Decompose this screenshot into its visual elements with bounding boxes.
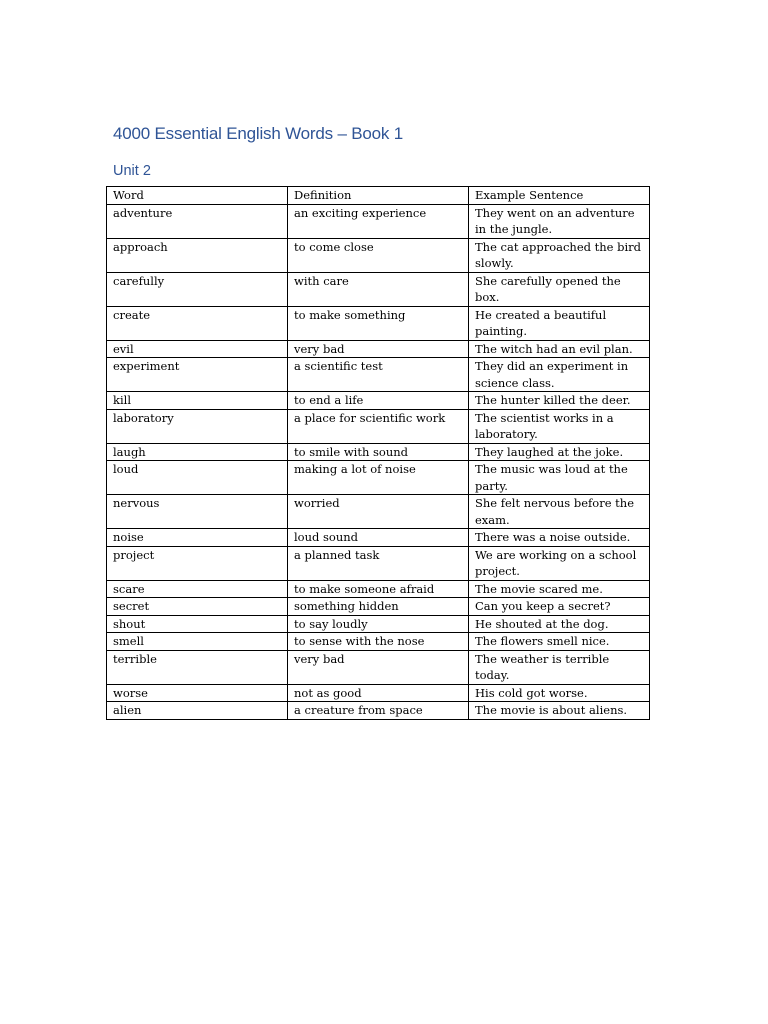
word-cell: laugh xyxy=(107,443,288,461)
example-sentence-cell: He created a beautiful painting. xyxy=(469,306,650,340)
word-cell: laboratory xyxy=(107,409,288,443)
example-sentence-cell: We are working on a school project. xyxy=(469,546,650,580)
header-definition: Definition xyxy=(288,187,469,205)
definition-cell: to sense with the nose xyxy=(288,633,469,651)
table-row xyxy=(107,238,650,272)
definition-cell: not as good xyxy=(288,684,469,702)
definition-cell: to end a life xyxy=(288,392,469,410)
unit-heading: Unit 2 xyxy=(113,163,151,179)
definition-cell: to say loudly xyxy=(288,615,469,633)
definition-cell: an exciting experience xyxy=(288,204,469,238)
example-sentence-cell: They went on an adventure in the jungle. xyxy=(469,204,650,238)
word-cell: experiment xyxy=(107,358,288,392)
table-row xyxy=(107,409,650,443)
example-sentence-cell: There was a noise outside. xyxy=(469,529,650,547)
table-row xyxy=(107,650,650,684)
definition-cell: loud sound xyxy=(288,529,469,547)
example-sentence-cell: They did an experiment in science class. xyxy=(469,358,650,392)
word-cell: project xyxy=(107,546,288,580)
example-sentence-cell: The movie scared me. xyxy=(469,580,650,598)
example-sentence-cell: The cat approached the bird slowly. xyxy=(469,238,650,272)
definition-cell: to make someone afraid xyxy=(288,580,469,598)
definition-cell: a creature from space xyxy=(288,702,469,720)
definition-cell: with care xyxy=(288,272,469,306)
example-sentence-cell: The movie is about aliens. xyxy=(469,702,650,720)
table-row xyxy=(107,529,650,547)
word-cell: scare xyxy=(107,580,288,598)
example-sentence-cell: She felt nervous before the exam. xyxy=(469,495,650,529)
definition-cell: a place for scientific work xyxy=(288,409,469,443)
definition-cell: worried xyxy=(288,495,469,529)
table-row xyxy=(107,340,650,358)
example-sentence-cell: Can you keep a secret? xyxy=(469,598,650,616)
table-header-row xyxy=(107,187,650,205)
example-sentence-cell: They laughed at the joke. xyxy=(469,443,650,461)
table-row xyxy=(107,392,650,410)
word-cell: shout xyxy=(107,615,288,633)
word-cell: nervous xyxy=(107,495,288,529)
table-body xyxy=(107,204,650,719)
example-sentence-cell: He shouted at the dog. xyxy=(469,615,650,633)
example-sentence-cell: The hunter killed the deer. xyxy=(469,392,650,410)
header-example-sentence: Example Sentence xyxy=(469,187,650,205)
table-row xyxy=(107,358,650,392)
word-cell: alien xyxy=(107,702,288,720)
table-row xyxy=(107,443,650,461)
word-cell: noise xyxy=(107,529,288,547)
definition-cell: very bad xyxy=(288,340,469,358)
definition-cell: something hidden xyxy=(288,598,469,616)
definition-cell: to smile with sound xyxy=(288,443,469,461)
example-sentence-cell: The music was loud at the party. xyxy=(469,461,650,495)
definition-cell: very bad xyxy=(288,650,469,684)
table-row xyxy=(107,615,650,633)
table-row xyxy=(107,272,650,306)
document-title: 4000 Essential English Words – Book 1 xyxy=(113,124,403,143)
word-cell: approach xyxy=(107,238,288,272)
definition-cell: to make something xyxy=(288,306,469,340)
definition-cell: a planned task xyxy=(288,546,469,580)
table-row xyxy=(107,546,650,580)
word-cell: evil xyxy=(107,340,288,358)
word-cell: worse xyxy=(107,684,288,702)
table-row xyxy=(107,580,650,598)
table-row xyxy=(107,306,650,340)
word-cell: smell xyxy=(107,633,288,651)
word-cell: kill xyxy=(107,392,288,410)
example-sentence-cell: The flowers smell nice. xyxy=(469,633,650,651)
example-sentence-cell: The scientist works in a laboratory. xyxy=(469,409,650,443)
word-cell: carefully xyxy=(107,272,288,306)
table-row xyxy=(107,461,650,495)
example-sentence-cell: His cold got worse. xyxy=(469,684,650,702)
word-cell: loud xyxy=(107,461,288,495)
table-row xyxy=(107,633,650,651)
table-row xyxy=(107,495,650,529)
header-word: Word xyxy=(107,187,288,205)
word-cell: create xyxy=(107,306,288,340)
word-cell: terrible xyxy=(107,650,288,684)
table-row xyxy=(107,684,650,702)
example-sentence-cell: The witch had an evil plan. xyxy=(469,340,650,358)
table-row xyxy=(107,204,650,238)
example-sentence-cell: The weather is terrible today. xyxy=(469,650,650,684)
table-row xyxy=(107,598,650,616)
definition-cell: to come close xyxy=(288,238,469,272)
example-sentence-cell: She carefully opened the box. xyxy=(469,272,650,306)
word-cell: adventure xyxy=(107,204,288,238)
definition-cell: a scientific test xyxy=(288,358,469,392)
vocabulary-table xyxy=(106,186,650,720)
table-row xyxy=(107,702,650,720)
word-cell: secret xyxy=(107,598,288,616)
definition-cell: making a lot of noise xyxy=(288,461,469,495)
